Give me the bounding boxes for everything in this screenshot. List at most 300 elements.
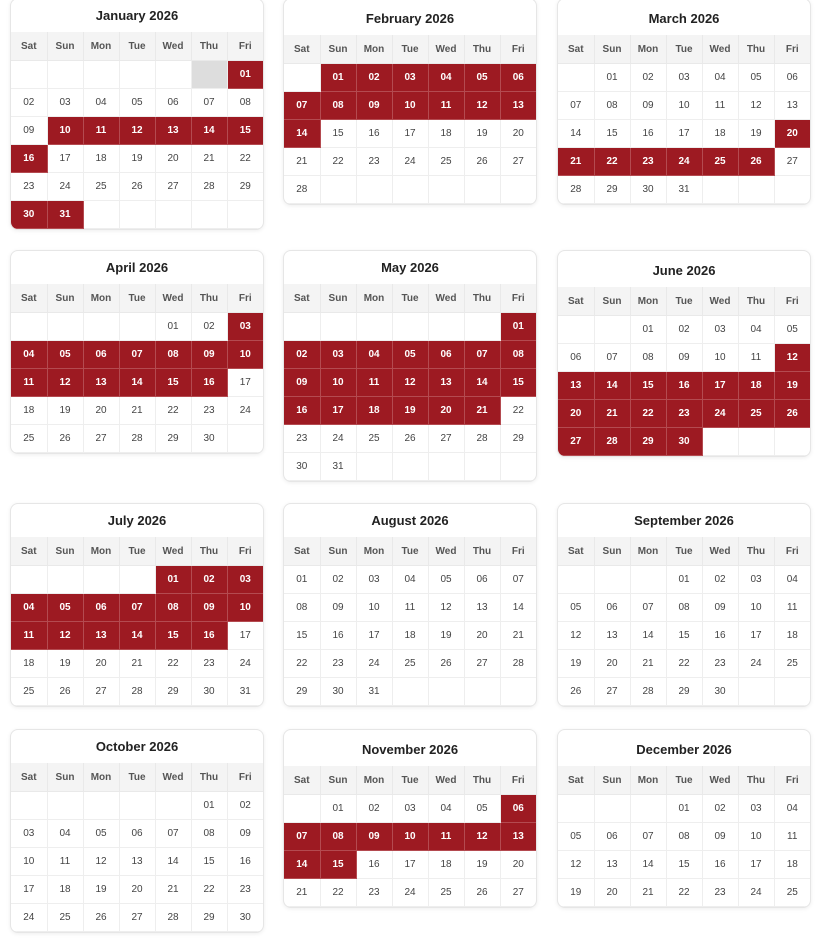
day-cell[interactable]: 10 — [666, 92, 702, 120]
day-cell[interactable]: 07 — [594, 344, 630, 372]
day-cell[interactable]: 02 — [356, 64, 392, 92]
day-cell[interactable]: 17 — [666, 120, 702, 148]
day-cell[interactable]: 24 — [392, 879, 428, 907]
day-cell[interactable]: 04 — [356, 341, 392, 369]
day-cell[interactable]: 22 — [320, 879, 356, 907]
day-cell[interactable]: 07 — [500, 566, 536, 594]
day-cell[interactable]: 21 — [284, 148, 320, 176]
day-cell[interactable]: 18 — [356, 397, 392, 425]
day-cell[interactable]: 18 — [428, 120, 464, 148]
day-cell[interactable]: 19 — [464, 120, 500, 148]
day-cell[interactable]: 26 — [464, 879, 500, 907]
day-cell[interactable]: 10 — [702, 344, 738, 372]
day-cell[interactable]: 08 — [284, 594, 320, 622]
day-cell[interactable]: 15 — [155, 622, 191, 650]
day-cell[interactable]: 29 — [227, 173, 263, 201]
day-cell[interactable]: 14 — [119, 369, 155, 397]
day-cell[interactable]: 01 — [500, 313, 536, 341]
day-cell[interactable]: 20 — [464, 622, 500, 650]
day-cell[interactable]: 23 — [191, 397, 227, 425]
day-cell[interactable]: 29 — [155, 678, 191, 706]
day-cell[interactable]: 05 — [558, 823, 594, 851]
day-cell[interactable]: 10 — [320, 369, 356, 397]
day-cell[interactable]: 19 — [47, 397, 83, 425]
day-cell[interactable]: 22 — [155, 650, 191, 678]
day-cell[interactable]: 24 — [227, 397, 263, 425]
day-cell[interactable]: 08 — [191, 820, 227, 848]
day-cell[interactable]: 11 — [392, 594, 428, 622]
day-cell[interactable]: 02 — [11, 89, 47, 117]
day-cell[interactable]: 24 — [356, 650, 392, 678]
day-cell[interactable]: 26 — [119, 173, 155, 201]
day-cell[interactable]: 01 — [227, 61, 263, 89]
day-cell[interactable]: 27 — [774, 148, 810, 176]
day-cell[interactable]: 18 — [11, 650, 47, 678]
day-cell[interactable]: 18 — [774, 622, 810, 650]
day-cell[interactable]: 26 — [47, 425, 83, 453]
day-cell[interactable]: 14 — [630, 622, 666, 650]
day-cell[interactable]: 31 — [666, 176, 702, 204]
day-cell[interactable]: 13 — [500, 823, 536, 851]
day-cell[interactable]: 05 — [774, 316, 810, 344]
day-cell[interactable]: 18 — [774, 851, 810, 879]
day-cell[interactable]: 27 — [558, 428, 594, 456]
day-cell[interactable]: 25 — [83, 173, 119, 201]
day-cell[interactable]: 28 — [284, 176, 320, 204]
day-cell[interactable]: 13 — [428, 369, 464, 397]
day-cell[interactable]: 06 — [83, 341, 119, 369]
day-cell[interactable]: 22 — [284, 650, 320, 678]
day-cell[interactable]: 20 — [83, 397, 119, 425]
day-cell[interactable]: 04 — [774, 795, 810, 823]
day-cell[interactable]: 13 — [594, 622, 630, 650]
day-cell[interactable]: 16 — [191, 369, 227, 397]
day-cell[interactable]: 17 — [227, 622, 263, 650]
day-cell[interactable]: 04 — [11, 594, 47, 622]
day-cell[interactable]: 25 — [738, 400, 774, 428]
day-cell[interactable]: 16 — [702, 622, 738, 650]
day-cell[interactable]: 18 — [738, 372, 774, 400]
day-cell[interactable]: 09 — [191, 594, 227, 622]
day-cell[interactable]: 16 — [356, 120, 392, 148]
day-cell[interactable]: 04 — [774, 566, 810, 594]
day-cell[interactable]: 21 — [119, 650, 155, 678]
day-cell[interactable]: 20 — [558, 400, 594, 428]
day-cell[interactable]: 26 — [83, 904, 119, 932]
day-cell[interactable]: 12 — [47, 622, 83, 650]
day-cell[interactable]: 26 — [464, 148, 500, 176]
day-cell[interactable]: 06 — [119, 820, 155, 848]
day-cell[interactable]: 13 — [594, 851, 630, 879]
day-cell[interactable]: 20 — [594, 650, 630, 678]
day-cell[interactable]: 24 — [738, 650, 774, 678]
day-cell[interactable]: 14 — [630, 851, 666, 879]
day-cell[interactable]: 18 — [702, 120, 738, 148]
day-cell[interactable]: 23 — [666, 400, 702, 428]
day-cell[interactable]: 13 — [558, 372, 594, 400]
day-cell[interactable]: 22 — [227, 145, 263, 173]
day-cell[interactable]: 02 — [666, 316, 702, 344]
day-cell[interactable]: 12 — [47, 369, 83, 397]
day-cell[interactable]: 20 — [83, 650, 119, 678]
day-cell[interactable]: 14 — [594, 372, 630, 400]
day-cell[interactable]: 11 — [702, 92, 738, 120]
day-cell[interactable]: 05 — [464, 64, 500, 92]
day-cell[interactable]: 03 — [320, 341, 356, 369]
day-cell[interactable]: 16 — [630, 120, 666, 148]
day-cell[interactable]: 02 — [320, 566, 356, 594]
day-cell[interactable]: 27 — [500, 879, 536, 907]
day-cell[interactable]: 28 — [155, 904, 191, 932]
day-cell[interactable]: 20 — [428, 397, 464, 425]
day-cell[interactable]: 22 — [500, 397, 536, 425]
day-cell[interactable]: 11 — [738, 344, 774, 372]
day-cell[interactable]: 01 — [155, 566, 191, 594]
day-cell[interactable]: 15 — [594, 120, 630, 148]
day-cell[interactable]: 01 — [666, 795, 702, 823]
day-cell[interactable]: 15 — [191, 848, 227, 876]
day-cell[interactable]: 08 — [155, 594, 191, 622]
day-cell[interactable]: 13 — [83, 622, 119, 650]
day-cell[interactable]: 06 — [594, 594, 630, 622]
day-cell[interactable]: 03 — [11, 820, 47, 848]
day-cell[interactable]: 20 — [774, 120, 810, 148]
day-cell[interactable]: 25 — [356, 425, 392, 453]
day-cell[interactable]: 09 — [191, 341, 227, 369]
day-cell[interactable]: 06 — [500, 64, 536, 92]
day-cell[interactable]: 12 — [119, 117, 155, 145]
day-cell[interactable]: 12 — [83, 848, 119, 876]
day-cell[interactable]: 06 — [594, 823, 630, 851]
day-cell[interactable]: 17 — [738, 622, 774, 650]
day-cell[interactable]: 04 — [702, 64, 738, 92]
day-cell[interactable]: 03 — [227, 566, 263, 594]
day-cell[interactable]: 10 — [392, 823, 428, 851]
day-cell[interactable]: 12 — [558, 622, 594, 650]
day-cell[interactable]: 31 — [227, 678, 263, 706]
day-cell[interactable]: 01 — [191, 792, 227, 820]
day-cell[interactable]: 12 — [392, 369, 428, 397]
day-cell[interactable]: 21 — [500, 622, 536, 650]
day-cell[interactable]: 25 — [428, 148, 464, 176]
day-cell[interactable]: 05 — [119, 89, 155, 117]
day-cell[interactable]: 19 — [83, 876, 119, 904]
day-cell[interactable]: 20 — [500, 120, 536, 148]
day-cell[interactable]: 15 — [227, 117, 263, 145]
day-cell[interactable]: 17 — [11, 876, 47, 904]
day-cell[interactable]: 24 — [392, 148, 428, 176]
day-cell[interactable]: 19 — [119, 145, 155, 173]
day-cell[interactable]: 03 — [702, 316, 738, 344]
day-cell[interactable]: 24 — [702, 400, 738, 428]
day-cell[interactable]: 28 — [500, 650, 536, 678]
day-cell[interactable]: 20 — [155, 145, 191, 173]
day-cell[interactable]: 15 — [320, 851, 356, 879]
day-cell[interactable]: 30 — [191, 425, 227, 453]
day-cell[interactable]: 12 — [428, 594, 464, 622]
day-cell[interactable]: 09 — [666, 344, 702, 372]
day-cell[interactable]: 11 — [11, 369, 47, 397]
day-cell[interactable]: 12 — [558, 851, 594, 879]
day-cell[interactable]: 02 — [356, 795, 392, 823]
day-cell[interactable]: 01 — [666, 566, 702, 594]
day-cell[interactable]: 19 — [558, 879, 594, 907]
day-cell[interactable]: 02 — [191, 566, 227, 594]
day-cell[interactable]: 03 — [666, 64, 702, 92]
day-cell[interactable]: 07 — [119, 341, 155, 369]
day-cell[interactable]: 29 — [594, 176, 630, 204]
day-cell[interactable]: 16 — [666, 372, 702, 400]
day-cell[interactable]: 23 — [356, 148, 392, 176]
day-cell[interactable]: 18 — [392, 622, 428, 650]
day-cell[interactable]: 30 — [702, 678, 738, 706]
day-cell[interactable]: 11 — [47, 848, 83, 876]
day-cell[interactable]: 06 — [500, 795, 536, 823]
day-cell[interactable]: 07 — [464, 341, 500, 369]
day-cell[interactable]: 02 — [630, 64, 666, 92]
day-cell[interactable]: 27 — [119, 904, 155, 932]
day-cell[interactable]: 16 — [320, 622, 356, 650]
day-cell[interactable]: 09 — [630, 92, 666, 120]
day-cell[interactable]: 04 — [428, 64, 464, 92]
day-cell[interactable]: 10 — [738, 823, 774, 851]
day-cell[interactable]: 09 — [702, 823, 738, 851]
day-cell[interactable]: 13 — [119, 848, 155, 876]
day-cell[interactable]: 07 — [630, 823, 666, 851]
day-cell[interactable]: 14 — [155, 848, 191, 876]
day-cell[interactable]: 29 — [500, 425, 536, 453]
day-cell[interactable]: 17 — [356, 622, 392, 650]
day-cell[interactable]: 19 — [392, 397, 428, 425]
day-cell[interactable]: 19 — [558, 650, 594, 678]
day-cell[interactable]: 06 — [774, 64, 810, 92]
day-cell[interactable]: 05 — [464, 795, 500, 823]
day-cell[interactable]: 10 — [11, 848, 47, 876]
day-cell[interactable]: 07 — [119, 594, 155, 622]
day-cell[interactable]: 08 — [320, 92, 356, 120]
day-cell[interactable]: 19 — [774, 372, 810, 400]
day-cell[interactable]: 10 — [392, 92, 428, 120]
day-cell[interactable]: 05 — [47, 594, 83, 622]
day-cell[interactable]: 13 — [500, 92, 536, 120]
day-cell[interactable]: 04 — [392, 566, 428, 594]
day-cell[interactable]: 10 — [227, 594, 263, 622]
day-cell[interactable]: 16 — [702, 851, 738, 879]
day-cell[interactable]: 23 — [702, 879, 738, 907]
day-cell[interactable]: 30 — [227, 904, 263, 932]
day-cell[interactable]: 13 — [774, 92, 810, 120]
day-cell[interactable]: 22 — [630, 400, 666, 428]
day-cell[interactable]: 23 — [227, 876, 263, 904]
day-cell[interactable]: 06 — [558, 344, 594, 372]
day-cell[interactable]: 11 — [428, 823, 464, 851]
day-cell[interactable]: 21 — [284, 879, 320, 907]
day-cell[interactable]: 14 — [284, 851, 320, 879]
day-cell[interactable]: 27 — [83, 425, 119, 453]
day-cell[interactable]: 12 — [738, 92, 774, 120]
day-cell[interactable]: 25 — [774, 650, 810, 678]
day-cell[interactable]: 07 — [284, 823, 320, 851]
day-cell[interactable]: 13 — [83, 369, 119, 397]
day-cell[interactable]: 27 — [464, 650, 500, 678]
day-cell[interactable]: 30 — [11, 201, 47, 229]
day-cell[interactable]: 09 — [356, 92, 392, 120]
day-cell[interactable]: 05 — [558, 594, 594, 622]
day-cell[interactable]: 23 — [11, 173, 47, 201]
day-cell[interactable]: 26 — [558, 678, 594, 706]
day-cell[interactable]: 01 — [284, 566, 320, 594]
day-cell[interactable]: 12 — [464, 92, 500, 120]
day-cell[interactable]: 28 — [119, 425, 155, 453]
day-cell[interactable]: 13 — [155, 117, 191, 145]
day-cell[interactable]: 26 — [47, 678, 83, 706]
day-cell[interactable]: 07 — [155, 820, 191, 848]
day-cell[interactable]: 01 — [630, 316, 666, 344]
day-cell[interactable]: 16 — [11, 145, 47, 173]
day-cell[interactable]: 09 — [11, 117, 47, 145]
day-cell[interactable]: 16 — [191, 622, 227, 650]
day-cell[interactable]: 27 — [83, 678, 119, 706]
day-cell[interactable]: 19 — [464, 851, 500, 879]
day-cell[interactable]: 17 — [227, 369, 263, 397]
day-cell[interactable]: 20 — [119, 876, 155, 904]
day-cell[interactable]: 09 — [702, 594, 738, 622]
day-cell[interactable]: 20 — [500, 851, 536, 879]
day-cell[interactable]: 16 — [284, 397, 320, 425]
day-cell[interactable]: 18 — [428, 851, 464, 879]
day-cell[interactable]: 18 — [83, 145, 119, 173]
day-cell[interactable]: 25 — [392, 650, 428, 678]
day-cell[interactable]: 11 — [11, 622, 47, 650]
day-cell[interactable]: 22 — [594, 148, 630, 176]
day-cell[interactable]: 05 — [47, 341, 83, 369]
day-cell[interactable]: 25 — [702, 148, 738, 176]
day-cell[interactable]: 01 — [155, 313, 191, 341]
day-cell[interactable]: 08 — [227, 89, 263, 117]
day-cell[interactable]: 03 — [392, 64, 428, 92]
day-cell[interactable]: 18 — [47, 876, 83, 904]
day-cell[interactable]: 06 — [464, 566, 500, 594]
day-cell[interactable]: 28 — [558, 176, 594, 204]
day-cell[interactable]: 21 — [119, 397, 155, 425]
day-cell[interactable]: 04 — [11, 341, 47, 369]
day-cell[interactable]: 15 — [630, 372, 666, 400]
day-cell[interactable]: 16 — [356, 851, 392, 879]
day-cell[interactable]: 23 — [320, 650, 356, 678]
day-cell[interactable]: 16 — [227, 848, 263, 876]
day-cell[interactable]: 01 — [320, 795, 356, 823]
day-cell[interactable]: 05 — [392, 341, 428, 369]
day-cell[interactable]: 25 — [774, 879, 810, 907]
day-cell[interactable]: 19 — [738, 120, 774, 148]
day-cell[interactable]: 23 — [356, 879, 392, 907]
day-cell[interactable]: 05 — [83, 820, 119, 848]
day-cell[interactable]: 27 — [500, 148, 536, 176]
day-cell[interactable]: 24 — [320, 425, 356, 453]
day-cell[interactable]: 14 — [191, 117, 227, 145]
day-cell[interactable]: 02 — [284, 341, 320, 369]
day-cell[interactable]: 11 — [428, 92, 464, 120]
day-cell[interactable]: 21 — [191, 145, 227, 173]
day-cell[interactable]: 03 — [392, 795, 428, 823]
day-cell[interactable]: 29 — [284, 678, 320, 706]
day-cell[interactable]: 06 — [83, 594, 119, 622]
day-cell[interactable]: 24 — [11, 904, 47, 932]
day-cell[interactable]: 03 — [738, 566, 774, 594]
day-cell[interactable]: 11 — [774, 594, 810, 622]
day-cell[interactable]: 30 — [191, 678, 227, 706]
day-cell[interactable]: 22 — [155, 397, 191, 425]
day-cell[interactable]: 26 — [774, 400, 810, 428]
day-cell[interactable]: 14 — [119, 622, 155, 650]
day-cell[interactable]: 23 — [191, 650, 227, 678]
day-cell[interactable]: 12 — [774, 344, 810, 372]
day-cell[interactable]: 03 — [227, 313, 263, 341]
day-cell[interactable]: 03 — [738, 795, 774, 823]
day-cell[interactable]: 08 — [500, 341, 536, 369]
day-cell[interactable]: 28 — [119, 678, 155, 706]
day-cell[interactable]: 17 — [320, 397, 356, 425]
day-cell[interactable]: 09 — [356, 823, 392, 851]
day-cell[interactable]: 14 — [464, 369, 500, 397]
day-cell[interactable]: 17 — [738, 851, 774, 879]
day-cell[interactable]: 14 — [500, 594, 536, 622]
day-cell[interactable]: 15 — [666, 622, 702, 650]
day-cell[interactable]: 17 — [47, 145, 83, 173]
day-cell[interactable]: 19 — [428, 622, 464, 650]
day-cell[interactable]: 13 — [464, 594, 500, 622]
day-cell[interactable]: 28 — [630, 678, 666, 706]
day-cell[interactable]: 08 — [155, 341, 191, 369]
day-cell[interactable]: 05 — [428, 566, 464, 594]
day-cell[interactable]: 10 — [738, 594, 774, 622]
day-cell[interactable]: 11 — [356, 369, 392, 397]
day-cell[interactable]: 08 — [666, 594, 702, 622]
day-cell[interactable]: 29 — [155, 425, 191, 453]
day-cell[interactable]: 10 — [227, 341, 263, 369]
day-cell[interactable]: 08 — [666, 823, 702, 851]
day-cell[interactable]: 05 — [738, 64, 774, 92]
day-cell[interactable]: 14 — [284, 120, 320, 148]
day-cell[interactable]: 24 — [666, 148, 702, 176]
day-cell[interactable]: 08 — [594, 92, 630, 120]
day-cell[interactable]: 07 — [191, 89, 227, 117]
day-cell[interactable]: 12 — [464, 823, 500, 851]
day-cell[interactable]: 31 — [356, 678, 392, 706]
day-cell[interactable]: 28 — [594, 428, 630, 456]
day-cell[interactable]: 04 — [47, 820, 83, 848]
day-cell[interactable]: 15 — [500, 369, 536, 397]
day-cell[interactable]: 07 — [558, 92, 594, 120]
day-cell[interactable]: 14 — [558, 120, 594, 148]
day-cell[interactable]: 01 — [594, 64, 630, 92]
day-cell[interactable]: 26 — [738, 148, 774, 176]
day-cell[interactable]: 23 — [702, 650, 738, 678]
day-cell[interactable]: 21 — [630, 879, 666, 907]
day-cell[interactable]: 20 — [594, 879, 630, 907]
day-cell[interactable]: 31 — [47, 201, 83, 229]
day-cell[interactable]: 30 — [630, 176, 666, 204]
day-cell[interactable]: 27 — [155, 173, 191, 201]
day-cell[interactable]: 07 — [284, 92, 320, 120]
day-cell[interactable]: 22 — [666, 879, 702, 907]
day-cell[interactable]: 17 — [392, 851, 428, 879]
day-cell[interactable]: 29 — [666, 678, 702, 706]
day-cell[interactable]: 28 — [191, 173, 227, 201]
day-cell[interactable]: 27 — [594, 678, 630, 706]
day-cell[interactable]: 25 — [47, 904, 83, 932]
day-cell[interactable]: 24 — [47, 173, 83, 201]
